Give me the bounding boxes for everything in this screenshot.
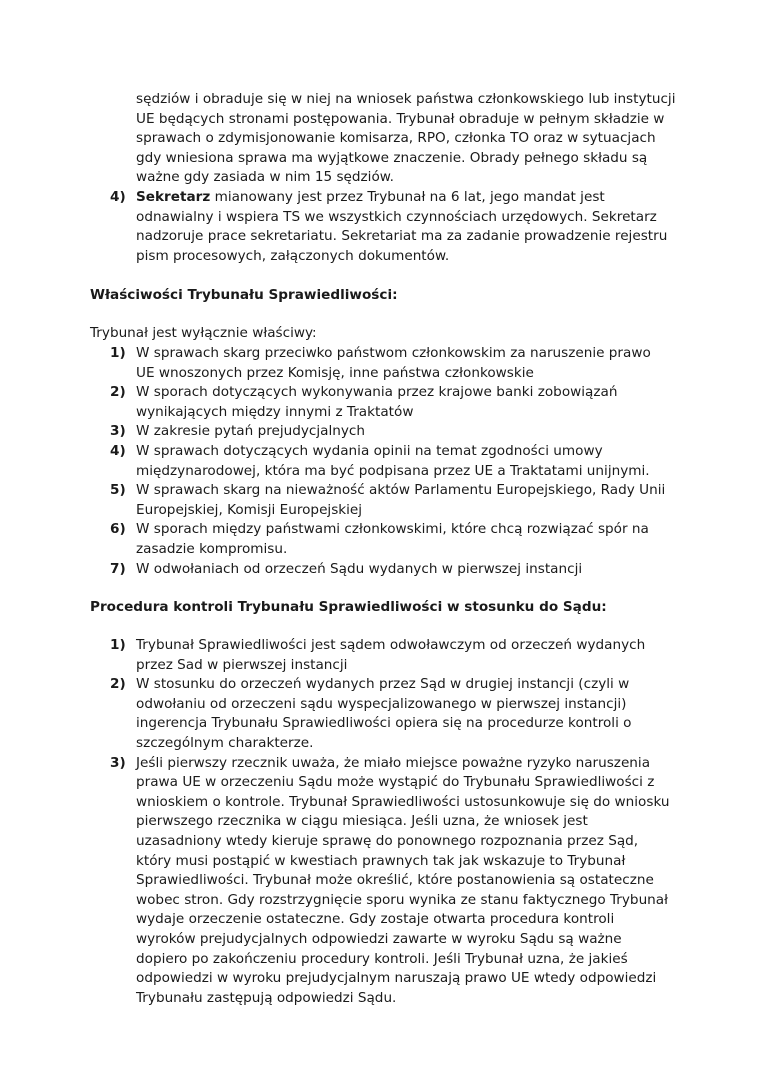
list-item — [90, 422, 670, 442]
continuation-paragraph: sędziów i obraduje się w niej na wniosek państwa członkowskiego lub instytucji UE będących stronami postępowania. Trybunał obraduje w pełnym składzie w sprawach o zdymisjonowanie komisarza, RPO, członka TO oraz w sytuacjach gdy wniesiona sprawa ma wyjątkowe znaczenie. Obrady pełnego składu są ważne gdy zasiada w nim 15 sędziów. — [136, 91, 676, 186]
list-item — [90, 383, 670, 422]
list-item — [90, 675, 670, 753]
list-item-text: W odwołaniach od orzeczeń Sądu wydanych w pierwszej instancji — [136, 560, 583, 577]
list-item — [90, 344, 670, 383]
list-item — [90, 560, 670, 580]
organs-list — [90, 188, 670, 266]
list-item — [90, 636, 670, 675]
list-item-text: W zakresie pytań prejudycjalnych — [136, 423, 366, 440]
list-item-text: mianowany jest przez Trybunał na 6 lat, jego mandat jest odnawialny i wspiera TS we wszystkich czynnościach urzędowych. Sekretarz nadzoruje prace sekretariatu. Sekretariat ma za zadanie prowadzenie rejestru pism procesowych, załączonych dokumentów. — [136, 189, 668, 264]
list-item-number: 2) — [110, 384, 126, 401]
list-item-text: Jeśli pierwszy rzecznik uważa, że miało miejsce poważne ryzyko naruszenia prawa UE w orzeczeniu Sądu może wystąpić do Trybunału Sprawiedliwości z wnioskiem o kontrole. Trybunał Sprawiedliwości ustosunkowuje się do wniosku pierwszego rzecznika w ciągu miesiąca. Jeśli uzna, że wniosek jest uzasadniony wtedy kieruje sprawę do ponownego rozpoznania przez Sąd, który musi postąpić w kwestiach prawnych tak jak wskazuje to Trybunał Sprawiedliwości. Trybunał może określić, które postanowienia są ostateczne wobec stron. Gdy rozstrzygnięcie sporu wynika ze stanu faktycznego Trybunał wydaje orzeczenie ostateczne. Gdy zostaje otwarta procedura kontroli wyroków prejudycjalnych odpowiedzi zawarte w wyroku Sądu są ważne dopiero po zakończeniu procedury kontroli. Jeśli Trybunał uzna, że jakieś odpowiedzi w wyroku prejudycjalnym naruszają prawo UE wtedy odpowiedzi Trybunału zastępują odpowiedzi Sądu. — [136, 754, 670, 1006]
list-item-text: W sporach dotyczących wykonywania przez krajowe banki zobowiązań wynikających między innymi z Traktatów — [136, 384, 618, 420]
list-item-number: 4) — [110, 189, 126, 205]
list-item-number: 5) — [110, 482, 126, 499]
list-item — [90, 520, 670, 559]
list-item-text: W sprawach dotyczących wydania opinii na temat zgodności umowy międzynarodowej, która ma być podpisana przez UE a Traktatami unijnymi. — [136, 442, 650, 479]
term-sekretarz: Sekretarz — [136, 189, 211, 205]
list-item-text: W sprawach skarg przeciwko państwom członkowskim za naruszenie prawo UE wnoszonych przez Komisję, inne państwa członkowskie — [136, 345, 651, 381]
list-item — [90, 754, 670, 1009]
list-item — [90, 188, 670, 266]
competence-intro: Trybunał jest wyłącznie właściwy: — [90, 325, 317, 341]
list-item-number: 3) — [110, 754, 126, 771]
list-item-number: 1) — [110, 345, 126, 361]
list-item-text: W sprawach skarg na nieważność aktów Parlamentu Europejskiego, Rady Unii Europejskiej, Komisji Europejskiej — [136, 482, 666, 518]
list-item-text: Trybunał Sprawiedliwości jest sądem odwoławczym od orzeczeń wydanych przez Sad w pierwszej instancji — [136, 637, 646, 673]
list-item-number: 7) — [110, 560, 126, 577]
section-heading-competence: Właściwości Trybunału Sprawiedliwości: — [90, 287, 398, 303]
list-item-number: 2) — [110, 676, 126, 693]
procedure-list — [90, 636, 670, 1008]
list-item-text: W sporach między państwami członkowskimi, które chcą rozwiązać spór na zasadzie kompromisu. — [136, 521, 649, 557]
list-item-number: 4) — [110, 442, 126, 459]
list-item — [90, 442, 670, 481]
section-heading-procedure: Procedura kontroli Trybunału Sprawiedliwości w stosunku do Sądu: — [90, 599, 607, 615]
list-item-text: W stosunku do orzeczeń wydanych przez Sąd w drugiej instancji (czyli w odwołaniu od orzeczeni sądu wyspecjalizowanego w pierwszej instancji) ingerencja Trybunału Sprawiedliwości opiera się na procedurze kontroli o szczególnym charakterze. — [136, 676, 632, 751]
list-item — [90, 481, 670, 520]
list-item-number: 3) — [110, 423, 126, 440]
list-item-number: 1) — [110, 637, 126, 653]
competence-list — [90, 344, 670, 579]
list-item-number: 6) — [110, 521, 126, 538]
